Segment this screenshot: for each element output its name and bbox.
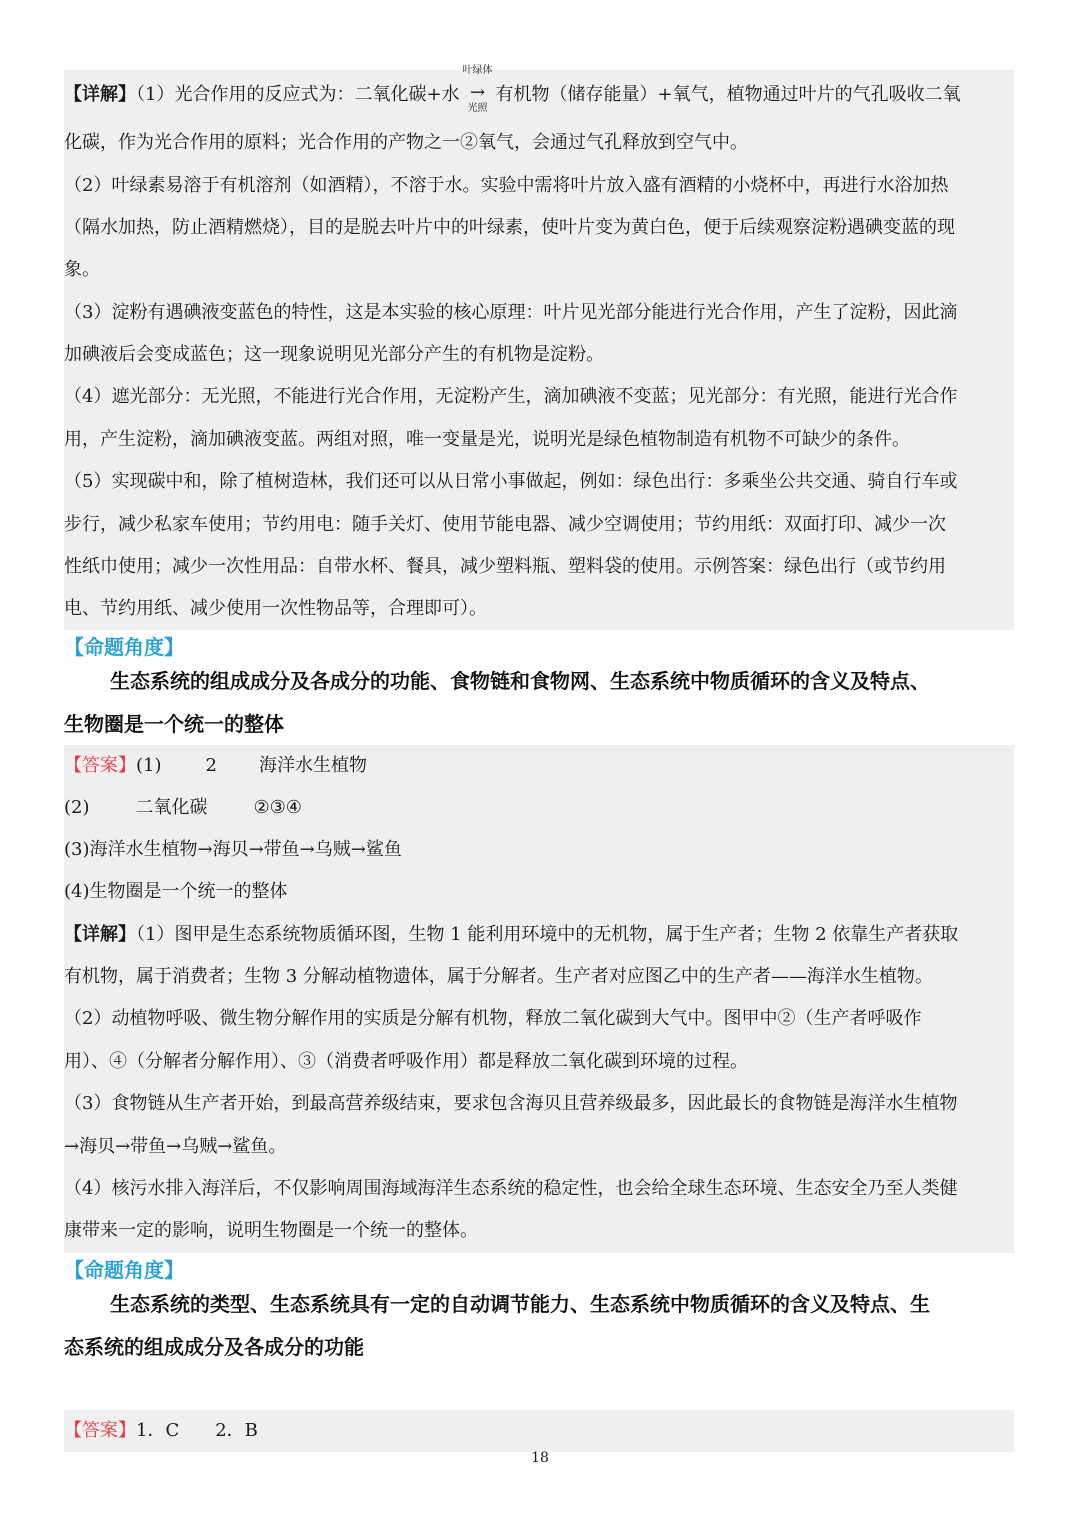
detail-line: 康带来一定的影响，说明生物圈是一个统一的整体。 <box>64 1220 478 1241</box>
detail-line: （隔水加热，防止酒精燃烧），目的是脱去叶片中的叶绿素，使叶片变为黄白色，便于后续观察淀粉遇碘变蓝的现 <box>64 217 955 238</box>
detail-line: 象。 <box>64 259 100 280</box>
detail-tag: 【详解】 <box>64 84 136 105</box>
detail-paragraph-3: （3）食物链从生产者开始，到最高营养级结束，要求包含海贝且营养级最多，因此最长的食物链是海洋水生植物 <box>64 1093 958 1114</box>
detail-line: 用，产生淀粉，滴加碘液变蓝。两组对照，唯一变量是光，说明光是绿色植物制造有机物不可缺少的条件。 <box>64 429 910 450</box>
detail-line: 加碘液后会变成蓝色；这一现象说明见光部分产生的有机物是淀粉。 <box>64 344 604 365</box>
detail-paragraph-4: （4）核污水排入海洋后，不仅影响周围海域海洋生态系统的稳定性，也会给全球生态环境、生态安全乃至人类健 <box>64 1178 958 1199</box>
answer-block-3 <box>64 1410 1014 1452</box>
detail-block-1 <box>64 65 1014 630</box>
detail-paragraph-1: 【详解】（1）图甲是生态系统物质循环图，生物 1 能利用环境中的无机物，属于生产者；生物 2 依靠生产者获取 <box>64 924 959 945</box>
answer-line: 【答案】1．C 2．B <box>64 1420 258 1441</box>
detail-paragraph-5: （5）实现碳中和，除了植树造林，我们还可以从日常小事做起，例如：绿色出行：多乘坐公共交通、骑自行车或 <box>64 471 958 492</box>
proposition-angle-text: 生态系统的类型、生态系统具有一定的自动调节能力、生态系统中物质循环的含义及特点、生 态系统的组成成分及各成分的功能 <box>64 1292 930 1359</box>
detail-paragraph-2: （2）动植物呼吸、微生物分解作用的实质是分解有机物，释放二氧化碳到大气中。图甲中②（生产者呼吸作 <box>64 1008 922 1029</box>
proposition-heading: 【命题角度】 <box>64 1258 184 1282</box>
proposition-angle-text: 生态系统的组成成分及各成分的功能、食物链和食物网、生态系统中物质循环的含义及特点、 生物圈是一个统一的整体 <box>64 669 930 736</box>
proposition-heading: 【命题角度】 <box>64 635 184 659</box>
detail-line: 用）、④（分解者分解作用）、③（消费者呼吸作用）都是释放二氧化碳到环境的过程。 <box>64 1051 748 1072</box>
detail-tag: 【详解】 <box>64 924 136 945</box>
detail-paragraph-4: （4）遮光部分：无光照，不能进行光合作用，无淀粉产生，滴加碘液不变蓝；见光部分：有光照，能进行光合作 <box>64 386 958 407</box>
detail-line: 步行，减少私家车使用；节约用电：随手关灯、使用节能电器、减少空调使用；节约用纸：双面打印、减少一次 <box>64 514 946 535</box>
detail-line: →海贝→带鱼→乌贼→鲨鱼。 <box>64 1136 287 1157</box>
detail-paragraph-2: （2）叶绿素易溶于有机溶剂（如酒精），不溶于水。实验中需将叶片放入盛有酒精的小烧杯中，再进行水浴加热 <box>64 175 949 196</box>
answer-line-4: (4)生物圈是一个统一的整体 <box>64 881 288 902</box>
detail-line: 有机物，属于消费者；生物 3 分解动植物遗体，属于分解者。生产者对应图乙中的生产者——海洋水生植物。 <box>64 966 933 987</box>
detail-line: 电、节约用纸、减少使用一次性物品等，合理即可）。 <box>64 598 487 619</box>
answer-tag: 【答案】 <box>64 1420 136 1441</box>
detail-line: 性纸巾使用；减少一次性用品：自带水杯、餐具，减少塑料瓶、塑料袋的使用。示例答案：绿色出行（或节约用 <box>64 556 946 577</box>
answer-line-1: 【答案】(1) 2 海洋水生植物 <box>64 755 367 776</box>
detail-paragraph-3: （3）淀粉有遇碘液变蓝色的特性，这是本实验的核心原理：叶片见光部分能进行光合作用，产生了淀粉，因此滴 <box>64 302 958 323</box>
page-number: 18 <box>531 1450 549 1466</box>
answer-line-3: (3)海洋水生植物→海贝→带鱼→乌贼→鲨鱼 <box>64 839 402 860</box>
detail-paragraph-1: 【详解】（1）光合作用的反应式为：二氧化碳+水 叶绿体 → 光照 有机物（储存能量）+氧气，植物通过叶片的气孔吸收二氧 <box>64 65 961 114</box>
reaction-arrow: 叶绿体 → 光照 <box>462 65 493 114</box>
answer-line-2: (2) 二氧化碳 ②③④ <box>64 797 302 818</box>
answer-tag: 【答案】 <box>64 755 136 776</box>
answer-block-2 <box>64 745 1014 1253</box>
detail-line: 化碳，作为光合作用的原料；光合作用的产物之一②氧气，会通过气孔释放到空气中。 <box>64 132 748 153</box>
